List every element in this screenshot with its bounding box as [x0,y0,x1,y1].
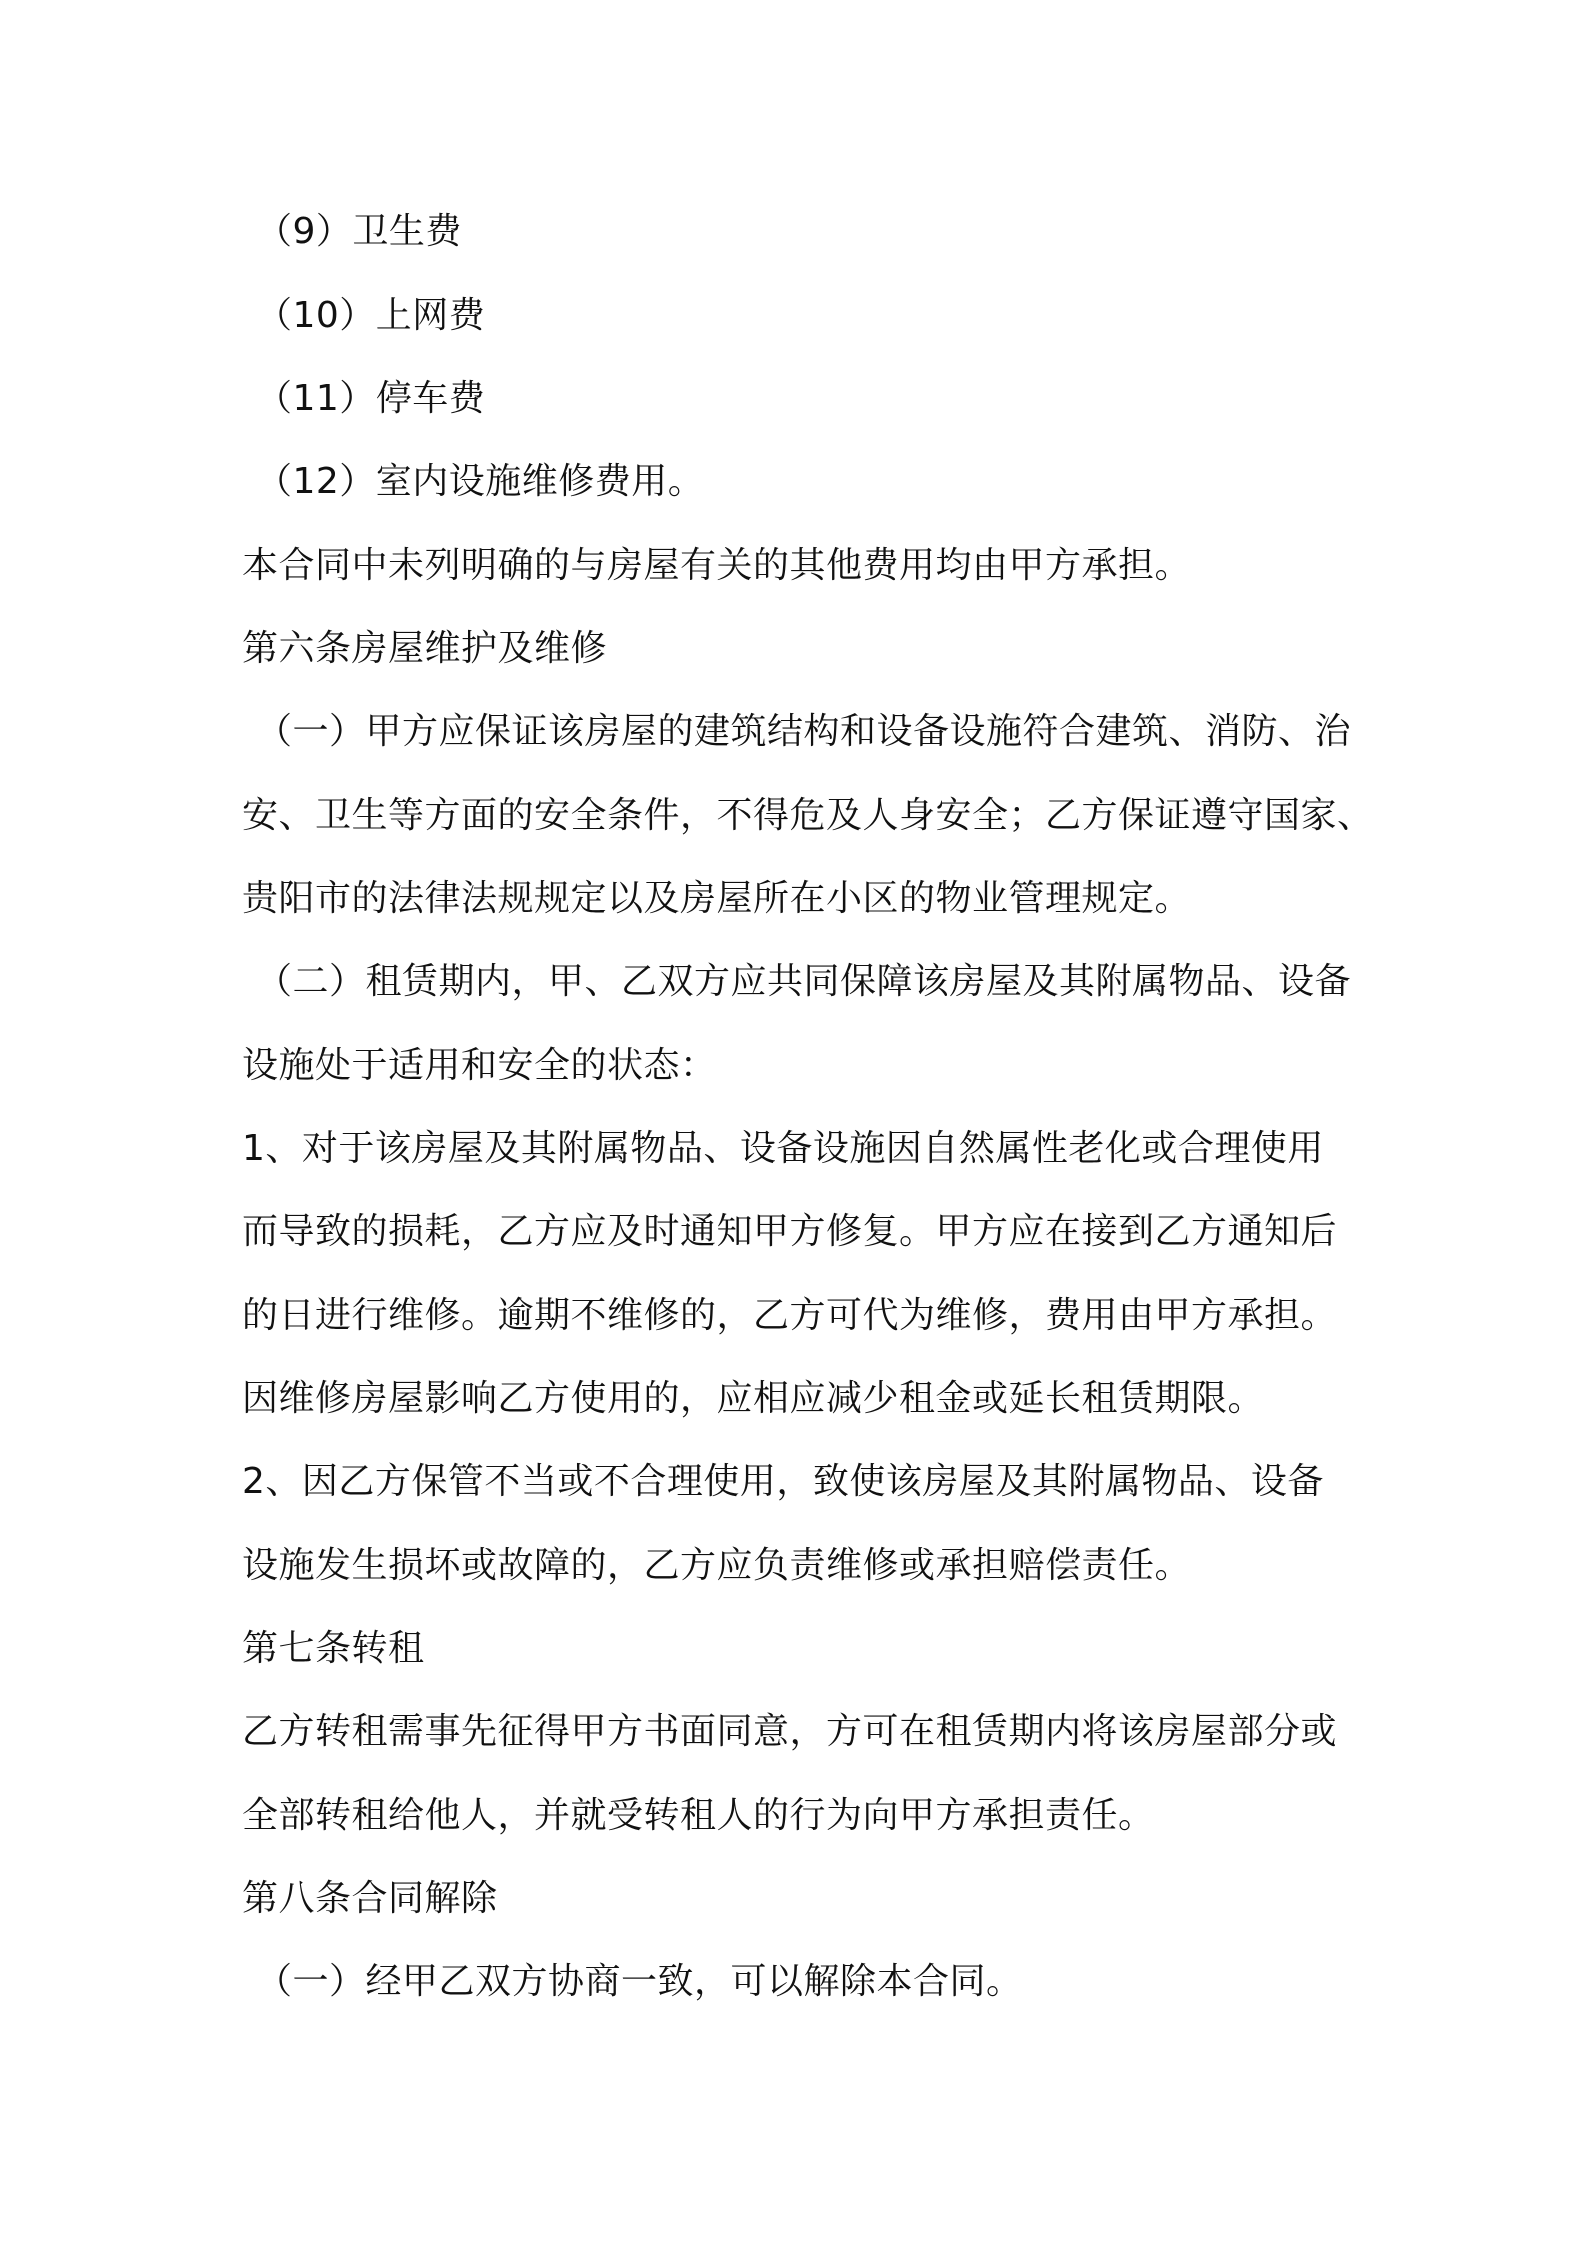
other-fees-paragraph: 本合同中未列明确的与房屋有关的其他费用均由甲方承担。 [242,545,1192,586]
article-8-clause-1: （一）经甲乙双方协商一致，可以解除本合同。 [256,1961,1023,2002]
article-6-item-1-line-2: 而导致的损耗，乙方应及时通知甲方修复。甲方应在接到乙方通知后 [242,1211,1338,1252]
article-6-clause-1-line-1: （一）甲方应保证该房屋的建筑结构和设备设施符合建筑、消防、治 [256,711,1352,752]
article-6-item-1-line-1: 1、对于该房屋及其附属物品、设备设施因自然属性老化或合理使用 [242,1128,1324,1169]
article-7-heading: 第七条转租 [242,1628,425,1669]
article-6-clause-1-line-2: 安、卫生等方面的安全条件，不得危及人身安全；乙方保证遵守国家、 [242,795,1374,836]
article-6-item-1-line-3: 的日进行维修。逾期不维修的，乙方可代为维修，费用由甲方承担。 [242,1295,1338,1336]
fee-item-9: （9）卫生费 [256,211,462,252]
article-8-heading: 第八条合同解除 [242,1878,498,1919]
fee-item-10: （10）上网费 [256,295,486,336]
article-7-body-line-1: 乙方转租需事先征得甲方书面同意，方可在租赁期内将该房屋部分或 [242,1711,1338,1752]
article-7-body-line-2: 全部转租给他人，并就受转租人的行为向甲方承担责任。 [242,1795,1155,1836]
article-6-heading: 第六条房屋维护及维修 [242,628,608,669]
article-6-clause-1-line-3: 贵阳市的法律法规规定以及房屋所在小区的物业管理规定。 [242,878,1192,919]
article-6-clause-2-line-1: （二）租赁期内，甲、乙双方应共同保障该房屋及其附属物品、设备 [256,961,1352,1002]
fee-item-11: （11）停车费 [256,378,486,419]
article-6-item-2-line-1: 2、因乙方保管不当或不合理使用，致使该房屋及其附属物品、设备 [242,1461,1324,1502]
article-6-item-2-line-2: 设施发生损坏或故障的，乙方应负责维修或承担赔偿责任。 [242,1545,1192,1586]
article-6-item-1-line-4: 因维修房屋影响乙方使用的，应相应减少租金或延长租赁期限。 [242,1378,1265,1419]
article-6-clause-2-line-2: 设施处于适用和安全的状态： [242,1045,717,1086]
fee-item-12: （12）室内设施维修费用。 [256,461,705,502]
